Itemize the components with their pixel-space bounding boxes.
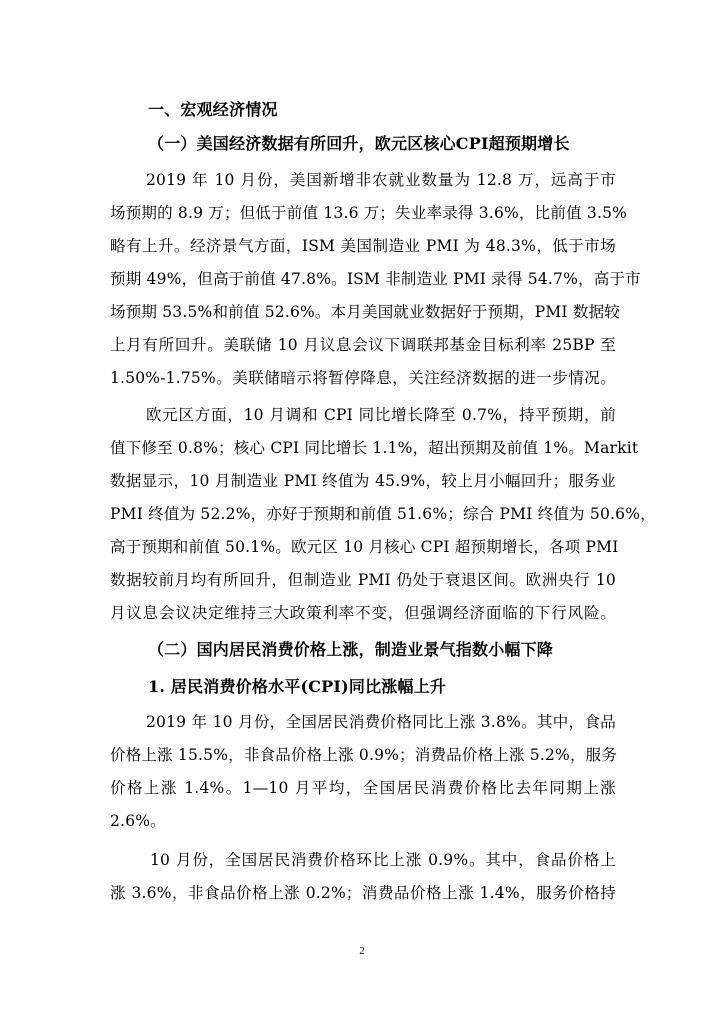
section1-para2-line-3: 数据显示，10 月制造业 PMI 终值为 45.9%，较上月小幅回升；服务业	[110, 472, 616, 490]
section1-para2-line-1: 欧元区方面，10 月调和 CPI 同比增长降至 0.7%，持平预期，前	[146, 406, 616, 424]
section1-para1-line-6: 上月有所回升。美联储 10 月议息会议下调联邦基金目标利率 25BP 至	[110, 336, 616, 354]
section1-para2-line-6: 数据较前月均有所回升，但制造业 PMI 仍处于衰退区间。欧洲央行 10	[110, 571, 616, 589]
section1-title: （一）美国经济数据有所回升，欧元区核心CPI超预期增长	[148, 134, 570, 153]
section1-para1-line-1: 2019 年 10 月份，美国新增非农就业数量为 12.8 万，远高于市	[146, 171, 616, 189]
section1-para2-line-2: 值下修至 0.8%；核心 CPI 同比增长 1.1%，超出预期及前值 1%。Markit	[110, 439, 639, 457]
section2-title: （二）国内居民消费价格上涨，制造业景气指数小幅下降	[148, 640, 554, 659]
section1-para2-line-7: 月议息会议决定维持三大政策利率不变，但强调经济面临的下行风险。	[110, 604, 616, 622]
cpi-para2-line-1: 10 月份，全国居民消费价格环比上涨 0.9%。其中，食品价格上	[150, 851, 616, 869]
section1-para1-line-3: 略有上升。经济景气方面，ISM 美国制造业 PMI 为 48.3%，低于市场	[110, 237, 616, 255]
cpi-para1-line-1: 2019 年 10 月份，全国居民消费价格同比上涨 3.8%。其中，食品	[146, 713, 616, 731]
cpi-para2-line-2: 涨 3.6%，非食品价格上涨 0.2%；消费品价格上涨 1.4%，服务价格持	[110, 884, 616, 902]
heading-macro: 一、宏观经济情况	[148, 100, 278, 119]
section1-para2-line-5: 高于预期和前值 50.1%。欧元区 10 月核心 CPI 超预期增长，各项 PMI	[110, 538, 619, 556]
page-number: 2	[359, 945, 365, 957]
subsection-cpi-title: 1. 居民消费价格水平(CPI)同比涨幅上升	[148, 677, 447, 696]
cpi-para1-line-3: 价格上涨 1.4%。1—10 月平均，全国居民消费价格比去年同期上涨	[110, 779, 616, 797]
cpi-para1-line-4: 2.6%。	[110, 812, 166, 830]
section1-para1-line-5: 场预期 53.5%和前值 52.6%。本月美国就业数据好于预期，PMI 数据较	[110, 303, 620, 321]
section1-para1-line-4: 预期 49%，但高于前值 47.8%。ISM 非制造业 PMI 录得 54.7%，高于市	[110, 270, 641, 288]
section1-para2-line-4: PMI 终值为 52.2%，亦好于预期和前值 51.6%；综合 PMI 终值为 50.6%，	[110, 505, 656, 523]
section1-para1-line-7: 1.50%-1.75%。美联储暗示将暂停降息，关注经济数据的进一步情况。	[110, 369, 616, 387]
cpi-para1-line-2: 价格上涨 15.5%，非食品价格上涨 0.9%；消费品价格上涨 5.2%，服务	[110, 746, 618, 764]
section1-para1-line-2: 场预期的 8.9 万；但低于前值 13.6 万；失业率录得 3.6%，比前值 3.5%	[110, 204, 628, 222]
